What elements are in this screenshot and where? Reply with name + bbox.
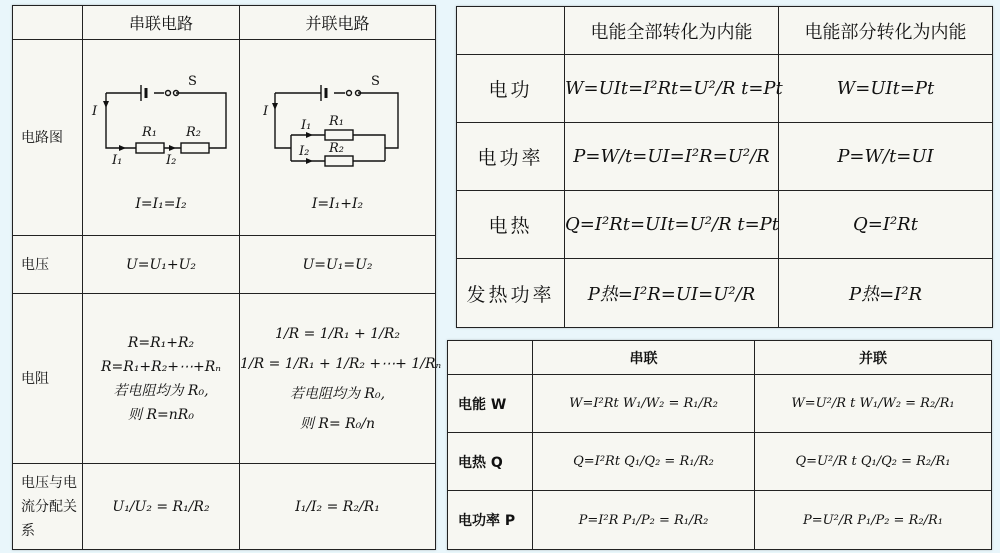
series-circuit-cell [83,40,240,236]
heat-full-formula: Q=I²Rt=UIt=U²/R t=Pt [565,191,779,259]
series-resistance-line: 若电阻均为 R₀, [113,382,209,399]
header-parallel: 并联 [755,341,992,375]
header-parallel: 并联电路 [240,6,436,40]
switch-label: S [188,74,197,89]
parallel-resistance-line: 1/R = 1/R₁ + 1/R₂ +⋯+ 1/Rₙ [240,355,442,372]
i1-label: I₁ [300,118,311,133]
row-label-heat-power: 发热功率 [457,259,565,328]
series-current-formula: I=I₁=I₂ [135,196,187,212]
header-full-conversion: 电能全部转化为内能 [565,7,779,55]
parallel-distribution-formula: I₁/I₂ = R₂/R₁ [240,464,436,550]
row-label-distribution: 电压与电流分配关系 [13,464,83,550]
row-label-power: 电功率 P [448,491,533,550]
header-series: 串联电路 [83,6,240,40]
row-label-heat: 电热 Q [448,433,533,491]
row-label-energy: 电能 W [448,375,533,433]
series-resistance-line: R=R₁+R₂ [127,334,195,351]
electric-work-heat-table [456,6,993,328]
parallel-resistance-line: 若电阻均为 R₀, [289,385,386,402]
series-resistance-line: 则 R=nR₀ [128,406,194,423]
row-label-resistance: 电阻 [13,294,83,464]
current-label: I [92,104,98,119]
switch-label: S [370,74,380,89]
series-voltage-formula: U=U₁+U₂ [83,236,240,294]
heat-series-formula: Q=I²Rt Q₁/Q₂ = R₁/R₂ [533,433,755,491]
series-parallel-circuit-table [12,5,442,550]
parallel-voltage-formula: U=U₁=U₂ [240,236,436,294]
energy-series-formula: W=I²Rt W₁/W₂ = R₁/R₂ [533,375,755,433]
work-partial-formula: W=UIt=Pt [779,55,993,123]
i1-label: I₁ [112,153,123,168]
series-parallel-ratio-table [447,340,992,550]
series-circuit-diagram [86,63,236,188]
corner-cell [13,6,83,40]
header-partial-conversion: 电能部分转化为内能 [779,7,993,55]
r1-label: R₁ [328,114,344,129]
r2-label: R₂ [328,141,344,156]
corner-cell [448,341,533,375]
row-label-work: 电功 [457,55,565,123]
heat-parallel-formula: Q=U²/R t Q₁/Q₂ = R₂/R₁ [755,433,992,491]
parallel-current-formula: I=I₁+I₂ [311,196,364,212]
parallel-circuit-cell [240,40,436,236]
work-full-formula: W=UIt=I²Rt=U²/R t=Pt [565,55,779,123]
row-label-heat: 电热 [457,191,565,259]
series-resistance-cell [83,294,240,464]
i2-label: I₂ [298,144,309,159]
heat-power-partial-formula: P热=I²R [779,259,993,328]
i2-label: I₂ [166,153,177,168]
row-label-circuit: 电路图 [13,40,83,236]
r1-label: R₁ [142,125,157,140]
series-resistance-line: R=R₁+R₂+⋯+Rₙ [101,358,221,375]
heat-power-full-formula: P热=I²R=UI=U²/R [565,259,779,328]
series-distribution-formula: U₁/U₂ = R₁/R₂ [83,464,240,550]
r2-label: R₂ [186,125,201,140]
parallel-resistance-line: 则 R= R₀/n [299,415,376,432]
power-series-formula: P=I²R P₁/P₂ = R₁/R₂ [533,491,755,550]
header-series: 串联 [533,341,755,375]
power-partial-formula: P=W/t=UI [779,123,993,191]
power-full-formula: P=W/t=UI=I²R=U²/R [565,123,779,191]
current-label: I [262,104,268,119]
heat-partial-formula: Q=I²Rt [779,191,993,259]
row-label-voltage: 电压 [13,236,83,294]
parallel-circuit-diagram [263,63,413,188]
corner-cell [457,7,565,55]
parallel-resistance-line: 1/R = 1/R₁ + 1/R₂ [275,325,400,342]
energy-parallel-formula: W=U²/R t W₁/W₂ = R₂/R₁ [755,375,992,433]
power-parallel-formula: P=U²/R P₁/P₂ = R₂/R₁ [755,491,992,550]
row-label-power: 电功率 [457,123,565,191]
parallel-resistance-cell [240,294,442,464]
